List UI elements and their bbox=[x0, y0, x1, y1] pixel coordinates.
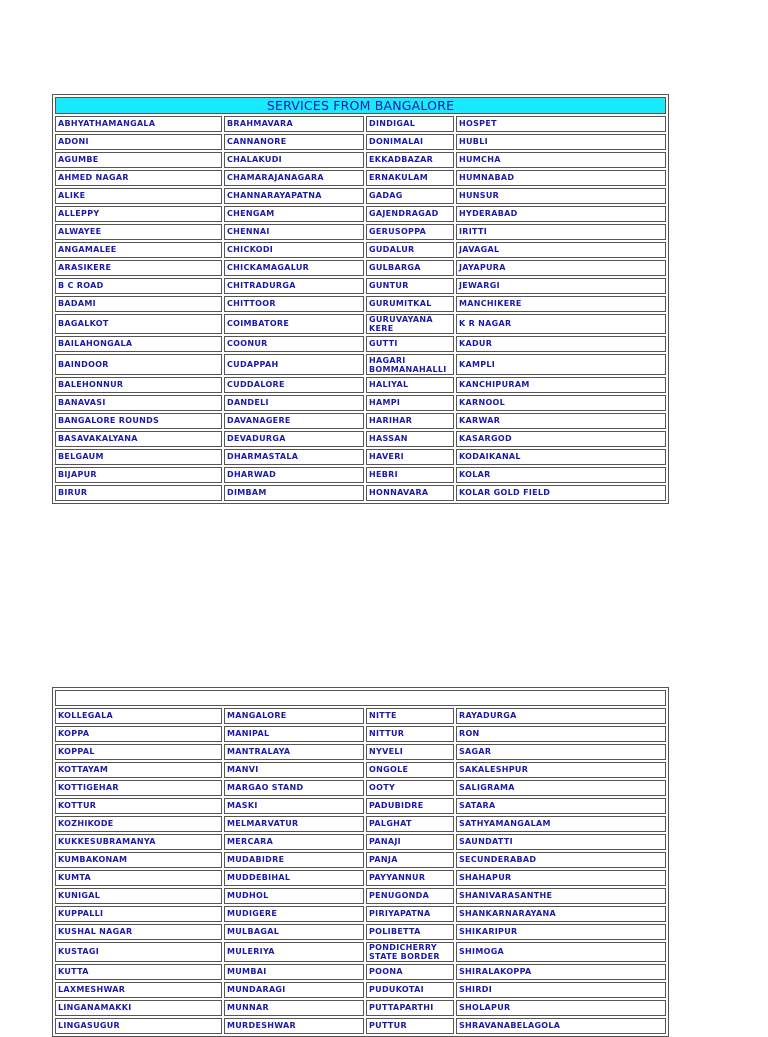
destination-cell: BALEHONNUR bbox=[55, 377, 222, 393]
destination-cell: MARGAO STAND bbox=[224, 780, 364, 796]
destination-cell: KASARGOD bbox=[456, 431, 666, 447]
destination-cell: GURUMITKAL bbox=[366, 296, 454, 312]
destination-cell: MUDHOL bbox=[224, 888, 364, 904]
destination-cell: ALLEPPY bbox=[55, 206, 222, 222]
destination-cell: SHOLAPUR bbox=[456, 1000, 666, 1016]
table-row bbox=[55, 278, 666, 294]
destination-cell: AGUMBE bbox=[55, 152, 222, 168]
destination-cell: ABHYATHAMANGALA bbox=[55, 116, 222, 132]
table-row bbox=[55, 485, 666, 501]
table-row bbox=[55, 467, 666, 483]
destination-cell: ALIKE bbox=[55, 188, 222, 204]
destination-cell: MULBAGAL bbox=[224, 924, 364, 940]
destination-cell: KODAIKANAL bbox=[456, 449, 666, 465]
destination-cell: KUMBAKONAM bbox=[55, 852, 222, 868]
destination-cell: CHITTOOR bbox=[224, 296, 364, 312]
destination-cell: LINGANAMAKKI bbox=[55, 1000, 222, 1016]
destination-cell: PANJA bbox=[366, 852, 454, 868]
destination-cell: CHAMARAJANAGARA bbox=[224, 170, 364, 186]
destination-cell: KOTTIGEHAR bbox=[55, 780, 222, 796]
destination-cell: GUTTI bbox=[366, 336, 454, 352]
destination-cell: SHANIVARASANTHE bbox=[456, 888, 666, 904]
table-row bbox=[55, 413, 666, 429]
destination-cell: GERUSOPPA bbox=[366, 224, 454, 240]
table-row bbox=[55, 744, 666, 760]
destination-cell: ERNAKULAM bbox=[366, 170, 454, 186]
destination-cell: HYDERABAD bbox=[456, 206, 666, 222]
destination-cell: BANGALORE ROUNDS bbox=[55, 413, 222, 429]
destination-cell: MULERIYA bbox=[224, 942, 364, 962]
destination-cell: PUTTUR bbox=[366, 1018, 454, 1034]
destination-cell: MUNDARAGI bbox=[224, 982, 364, 998]
destination-cell: HEBRI bbox=[366, 467, 454, 483]
destination-cell: SHIRDI bbox=[456, 982, 666, 998]
destination-cell: MUDDEBIHAL bbox=[224, 870, 364, 886]
destination-cell: BELGAUM bbox=[55, 449, 222, 465]
destination-cell: JAYAPURA bbox=[456, 260, 666, 276]
destination-cell: OOTY bbox=[366, 780, 454, 796]
destination-cell: HUMNABAD bbox=[456, 170, 666, 186]
destination-cell: MURDESHWAR bbox=[224, 1018, 364, 1034]
destination-cell: KANCHIPURAM bbox=[456, 377, 666, 393]
destination-cell: CHENNAI bbox=[224, 224, 364, 240]
destination-cell: MANIPAL bbox=[224, 726, 364, 742]
table-row bbox=[55, 762, 666, 778]
destination-cell: MANTRALAYA bbox=[224, 744, 364, 760]
destination-cell: PONDICHERRY STATE BORDER bbox=[366, 942, 454, 962]
destination-cell: GADAG bbox=[366, 188, 454, 204]
table-row bbox=[55, 224, 666, 240]
destination-cell: KOPPAL bbox=[55, 744, 222, 760]
destination-cell: HALIYAL bbox=[366, 377, 454, 393]
destination-cell: KUSTAGI bbox=[55, 942, 222, 962]
destination-cell: ADONI bbox=[55, 134, 222, 150]
destination-cell: CHICKODI bbox=[224, 242, 364, 258]
destination-cell: BANAVASI bbox=[55, 395, 222, 411]
destination-cell: LAXMESHWAR bbox=[55, 982, 222, 998]
destination-cell: AHMED NAGAR bbox=[55, 170, 222, 186]
destination-cell: SALIGRAMA bbox=[456, 780, 666, 796]
destination-cell: CUDAPPAH bbox=[224, 354, 364, 375]
destination-cell: ANGAMALEE bbox=[55, 242, 222, 258]
destination-cell: GAJENDRAGAD bbox=[366, 206, 454, 222]
destination-cell: DAVANAGERE bbox=[224, 413, 364, 429]
destination-cell: IRITTI bbox=[456, 224, 666, 240]
destination-cell: NITTE bbox=[366, 708, 454, 724]
table-row bbox=[55, 834, 666, 850]
destination-cell: BAINDOOR bbox=[55, 354, 222, 375]
destination-cell: DINDIGAL bbox=[366, 116, 454, 132]
table-row bbox=[55, 242, 666, 258]
destination-cell: RAYADURGA bbox=[456, 708, 666, 724]
table-row bbox=[55, 852, 666, 868]
destination-cell: RON bbox=[456, 726, 666, 742]
destination-cell: SATHYAMANGALAM bbox=[456, 816, 666, 832]
destination-cell: BAILAHONGALA bbox=[55, 336, 222, 352]
destination-cell: GURUVAYANA KERE bbox=[366, 314, 454, 334]
destination-cell: CHICKAMAGALUR bbox=[224, 260, 364, 276]
table-row bbox=[55, 206, 666, 222]
destination-cell: POLIBETTA bbox=[366, 924, 454, 940]
table-row bbox=[55, 726, 666, 742]
destination-cell: ARASIKERE bbox=[55, 260, 222, 276]
destination-cell: PUTTAPARTHI bbox=[366, 1000, 454, 1016]
destination-cell: SHIMOGA bbox=[456, 942, 666, 962]
destination-cell: GUDALUR bbox=[366, 242, 454, 258]
destination-cell: BASAVAKALYANA bbox=[55, 431, 222, 447]
destination-cell: K R NAGAR bbox=[456, 314, 666, 334]
table-row bbox=[55, 888, 666, 904]
destination-cell: NITTUR bbox=[366, 726, 454, 742]
table-row bbox=[55, 942, 666, 962]
destination-cell: KUKKESUBRAMANYA bbox=[55, 834, 222, 850]
destination-cell: PAYYANNUR bbox=[366, 870, 454, 886]
destination-cell: SHANKARNARAYANA bbox=[456, 906, 666, 922]
table-row bbox=[55, 816, 666, 832]
destination-cell: KOZHIKODE bbox=[55, 816, 222, 832]
destination-cell: PANAJI bbox=[366, 834, 454, 850]
table-row bbox=[55, 964, 666, 980]
destination-cell: PALGHAT bbox=[366, 816, 454, 832]
destination-cell: CHENGAM bbox=[224, 206, 364, 222]
destination-cell: SHAHAPUR bbox=[456, 870, 666, 886]
destination-cell: KOLLEGALA bbox=[55, 708, 222, 724]
destination-cell: HUBLI bbox=[456, 134, 666, 150]
destination-cell: SHRAVANABELAGOLA bbox=[456, 1018, 666, 1034]
destination-cell: KUNIGAL bbox=[55, 888, 222, 904]
table-row bbox=[55, 798, 666, 814]
destination-cell: KOTTAYAM bbox=[55, 762, 222, 778]
destination-cell: HONNAVARA bbox=[366, 485, 454, 501]
table-row bbox=[55, 395, 666, 411]
destination-cell: SAUNDATTI bbox=[456, 834, 666, 850]
destination-cell: PADUBIDRE bbox=[366, 798, 454, 814]
table-row bbox=[55, 449, 666, 465]
destination-cell: GUNTUR bbox=[366, 278, 454, 294]
destination-cell: DANDELI bbox=[224, 395, 364, 411]
table-title: SERVICES FROM BANGALORE bbox=[55, 97, 666, 114]
destination-cell: DHARMASTALA bbox=[224, 449, 364, 465]
services-table-2 bbox=[52, 687, 669, 1037]
destination-cell: KUTTA bbox=[55, 964, 222, 980]
table-row bbox=[55, 170, 666, 186]
table-blank-header bbox=[55, 690, 666, 706]
destination-cell: SAGAR bbox=[456, 744, 666, 760]
destination-cell: SHIRALAKOPPA bbox=[456, 964, 666, 980]
destination-cell: ALWAYEE bbox=[55, 224, 222, 240]
destination-cell: MASKI bbox=[224, 798, 364, 814]
destination-cell: BIRUR bbox=[55, 485, 222, 501]
destination-cell: NYVELI bbox=[366, 744, 454, 760]
destination-cell: KARNOOL bbox=[456, 395, 666, 411]
destination-cell: BADAMI bbox=[55, 296, 222, 312]
destination-cell: BIJAPUR bbox=[55, 467, 222, 483]
table-row bbox=[55, 152, 666, 168]
destination-cell: MANGALORE bbox=[224, 708, 364, 724]
destination-cell: HOSPET bbox=[456, 116, 666, 132]
destination-cell: KUSHAL NAGAR bbox=[55, 924, 222, 940]
destination-cell: LINGASUGUR bbox=[55, 1018, 222, 1034]
destination-cell: DEVADURGA bbox=[224, 431, 364, 447]
destination-cell: POONA bbox=[366, 964, 454, 980]
table-row bbox=[55, 116, 666, 132]
destination-cell: MANVI bbox=[224, 762, 364, 778]
destination-cell: KOTTUR bbox=[55, 798, 222, 814]
destination-cell: HUMCHA bbox=[456, 152, 666, 168]
destination-cell: HAGARI BOMMANAHALLI bbox=[366, 354, 454, 375]
destination-cell: MERCARA bbox=[224, 834, 364, 850]
destination-cell: KADUR bbox=[456, 336, 666, 352]
destination-cell: B C ROAD bbox=[55, 278, 222, 294]
table-row bbox=[55, 296, 666, 312]
table-row bbox=[55, 906, 666, 922]
table-row bbox=[55, 924, 666, 940]
destination-cell: ONGOLE bbox=[366, 762, 454, 778]
destination-cell: KUPPALLI bbox=[55, 906, 222, 922]
destination-cell: PUDUKOTAI bbox=[366, 982, 454, 998]
destination-cell: BAGALKOT bbox=[55, 314, 222, 334]
destination-cell: KOPPA bbox=[55, 726, 222, 742]
destination-cell: HARIHAR bbox=[366, 413, 454, 429]
destination-cell: JEWARGI bbox=[456, 278, 666, 294]
destination-cell: DIMBAM bbox=[224, 485, 364, 501]
destination-cell: COONUR bbox=[224, 336, 364, 352]
destination-cell: DHARWAD bbox=[224, 467, 364, 483]
destination-cell: MELMARVATUR bbox=[224, 816, 364, 832]
destination-cell: HUNSUR bbox=[456, 188, 666, 204]
destination-cell: JAVAGAL bbox=[456, 242, 666, 258]
destination-cell: GULBARGA bbox=[366, 260, 454, 276]
table-row bbox=[55, 431, 666, 447]
table-row bbox=[55, 982, 666, 998]
destination-cell: KUMTA bbox=[55, 870, 222, 886]
destination-cell: PENUGONDA bbox=[366, 888, 454, 904]
destination-cell: MUNNAR bbox=[224, 1000, 364, 1016]
destination-cell: MUMBAI bbox=[224, 964, 364, 980]
table-row bbox=[55, 336, 666, 352]
destination-cell: COIMBATORE bbox=[224, 314, 364, 334]
destination-cell: HAVERI bbox=[366, 449, 454, 465]
destination-cell: DONIMALAI bbox=[366, 134, 454, 150]
table-row bbox=[55, 260, 666, 276]
destination-cell: KOLAR bbox=[456, 467, 666, 483]
destination-cell: HAMPI bbox=[366, 395, 454, 411]
destination-cell: CHALAKUDI bbox=[224, 152, 364, 168]
destination-cell: SAKALESHPUR bbox=[456, 762, 666, 778]
table-row bbox=[55, 708, 666, 724]
destination-cell: PIRIYAPATNA bbox=[366, 906, 454, 922]
table-row bbox=[55, 780, 666, 796]
destination-cell: KOLAR GOLD FIELD bbox=[456, 485, 666, 501]
destination-cell: BRAHMAVARA bbox=[224, 116, 364, 132]
destination-cell: SECUNDERABAD bbox=[456, 852, 666, 868]
destination-cell: CANNANORE bbox=[224, 134, 364, 150]
destination-cell: CHANNARAYAPATNA bbox=[224, 188, 364, 204]
destination-cell: KARWAR bbox=[456, 413, 666, 429]
table-row bbox=[55, 1018, 666, 1034]
table-row bbox=[55, 354, 666, 375]
table-row bbox=[55, 870, 666, 886]
destination-cell: CHITRADURGA bbox=[224, 278, 364, 294]
destination-cell: KAMPLI bbox=[456, 354, 666, 375]
destination-cell: CUDDALORE bbox=[224, 377, 364, 393]
destination-cell: MANCHIKERE bbox=[456, 296, 666, 312]
table-row bbox=[55, 1000, 666, 1016]
services-table-1 bbox=[52, 94, 669, 504]
table-row bbox=[55, 314, 666, 334]
destination-cell: MUDABIDRE bbox=[224, 852, 364, 868]
destination-cell: EKKADBAZAR bbox=[366, 152, 454, 168]
destination-cell: SHIKARIPUR bbox=[456, 924, 666, 940]
table-row bbox=[55, 134, 666, 150]
destination-cell: SATARA bbox=[456, 798, 666, 814]
table-row bbox=[55, 188, 666, 204]
destination-cell: HASSAN bbox=[366, 431, 454, 447]
destination-cell: MUDIGERE bbox=[224, 906, 364, 922]
table-row bbox=[55, 377, 666, 393]
